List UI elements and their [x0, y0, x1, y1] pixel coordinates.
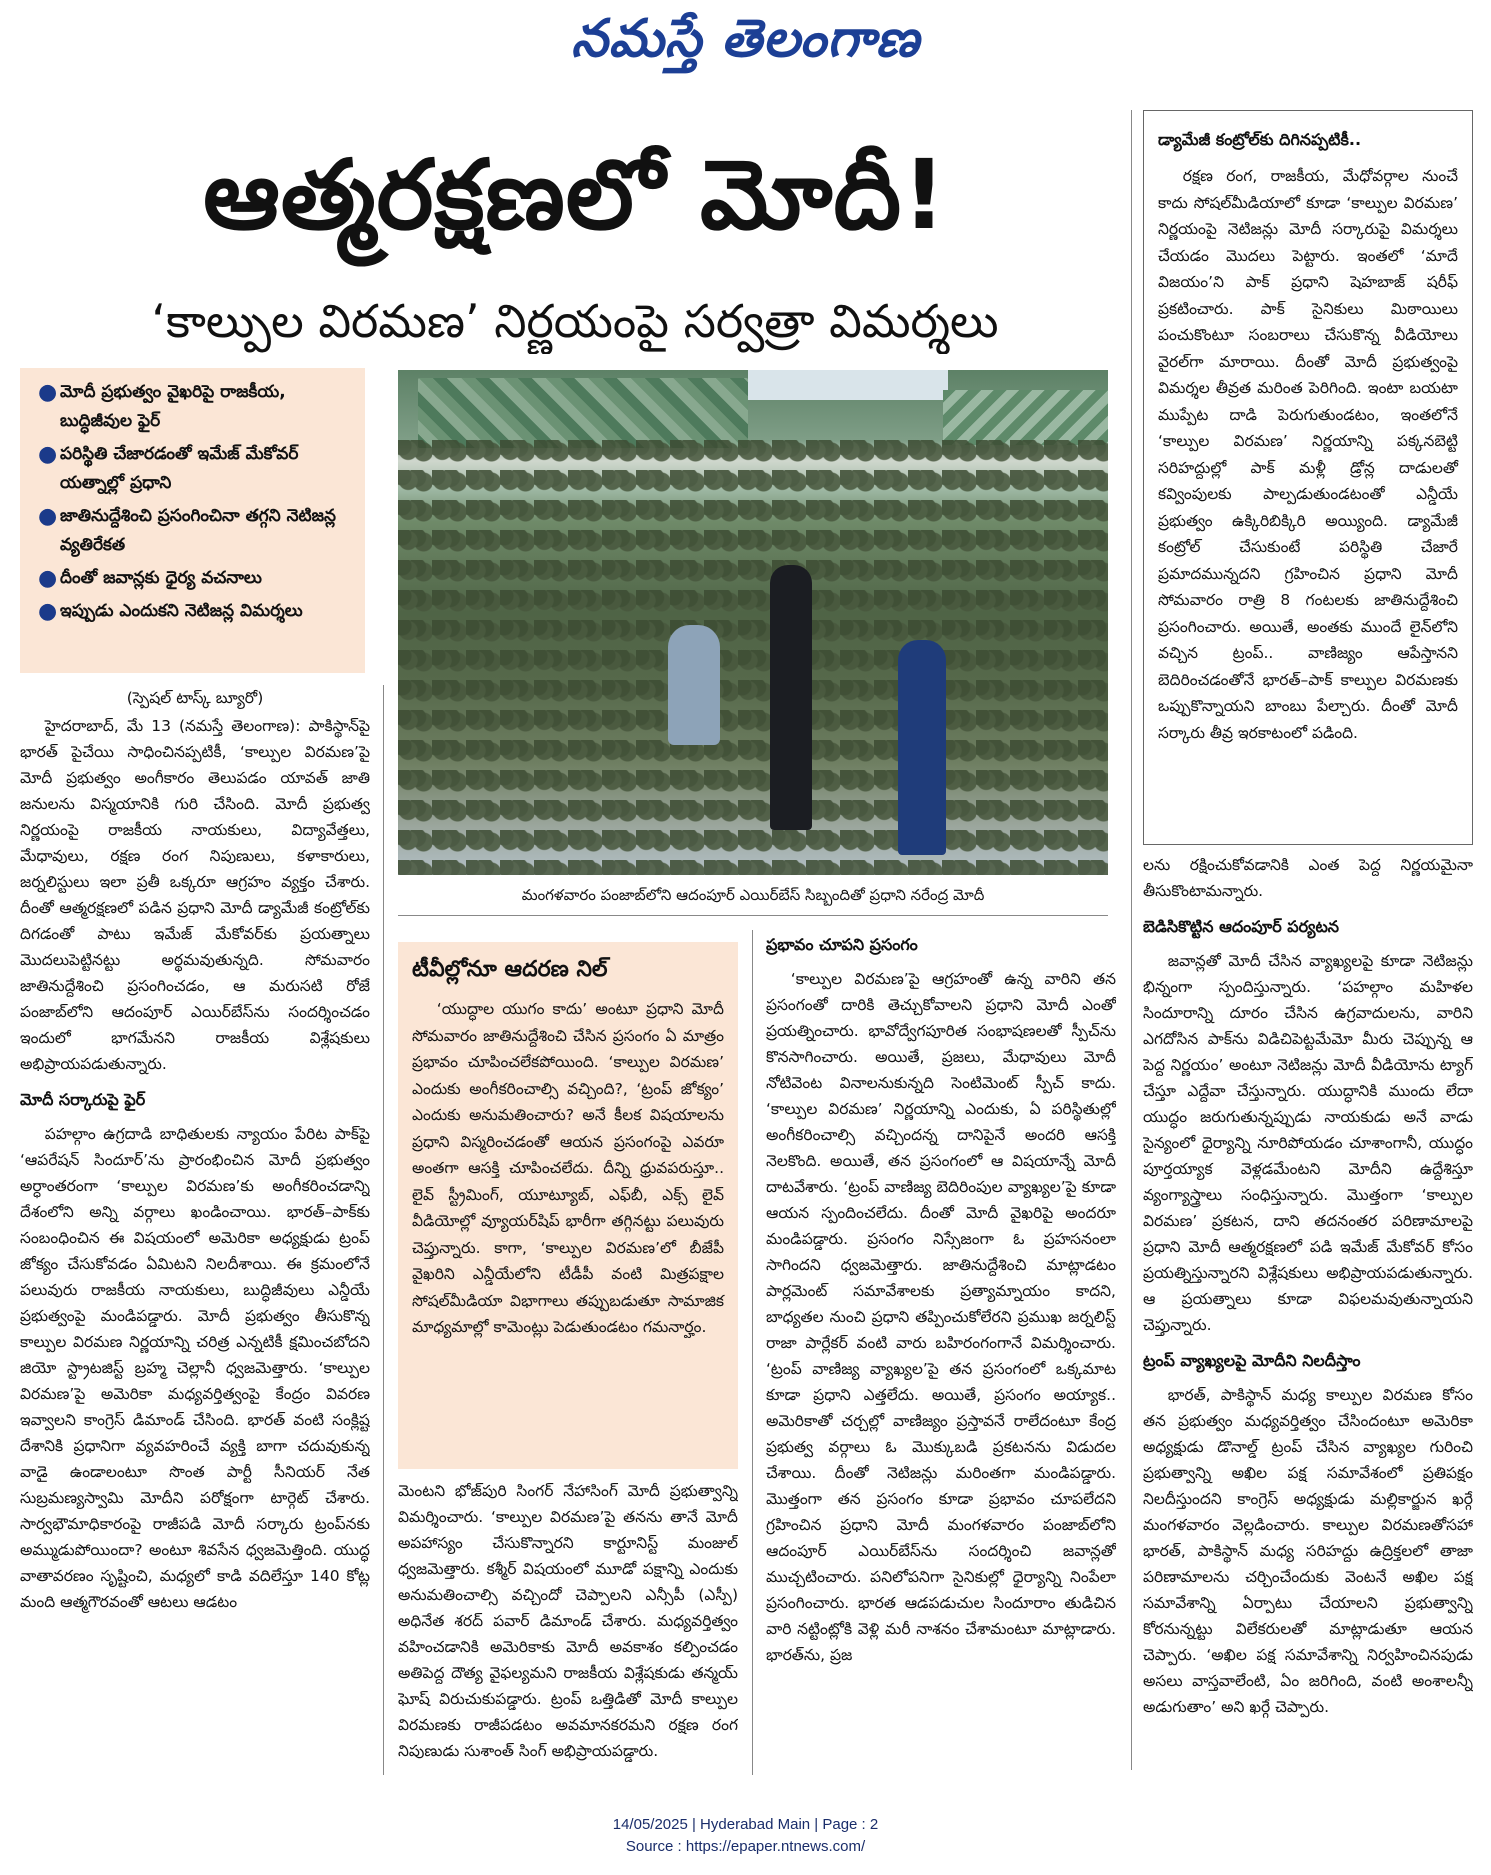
photo-crowd [398, 440, 1108, 875]
highlight-item: ● ఇప్పుడు ఎందుకని నెటిజన్ల విమర్శలు [38, 599, 303, 624]
section-heading: ప్రభావం చూపని ప్రసంగం [766, 935, 918, 954]
column-1 [20, 685, 370, 1775]
highlight-item: ● జాతినుద్దేశించి ప్రసంగించినా తగ్గని నెటిజన్ల వ్యతిరేకత [38, 504, 336, 555]
article-paragraph: లను రక్షించుకోవడానికి ఎంత పెద్ద నిర్ణయమైనా తీసుకొంటామన్నారు. [1143, 856, 1473, 900]
column-2-lower [398, 1478, 738, 1778]
footer-source[interactable]: Source : https://epaper.ntnews.com/ [625, 1838, 866, 1855]
article-paragraph: జవాన్లతో మోదీ చేసిన వ్యాఖ్యలపై కూడా నెటిజన్లు భిన్నంగా స్పందిస్తున్నారు. ‘పహల్గాం మహిళల సిందూరాన్ని దూరం చేసిన ఉగ్రవాదులను, వారిని ఎగదోసిన పాక్‌ను విడిచిపెట్టమేమో మీరు చెప్పున్న ఆ పెద్ద నిర్ణయం’ అంటూ నెటిజన్లు మోదీ వీడియోను ట్యాగ్ చేస్తూ ఎద్దేవా చేస్తున్నారు. యుద్ధానికి ముందు లేదా యుద్ధం జరుగుతున్నప్పుడు నాయకుడు అనే వాడు సైన్యంలో ధైర్యాన్ని నూరిపోయడం చూశాంగానీ, యుద్ధం పూర్తయ్యాక వెళ్లడమేంటని మోదీని ఉద్దేశిస్తూ వ్యంగ్యాస్త్రాలు సంధిస్తున్నారు. మొత్తంగా ‘కాల్పుల విరమణ’ ప్రకటన, దాని తదనంతర పరిణామాలపై ప్రధాని మోదీ ఆత్మరక్షణలో పడి ఇమేజ్ మేకోవర్ కోసం ప్రయత్నిస్తున్నారని విశ్లేషకులు అభిప్రాయపడుతున్నారు. ఆ ప్రయత్నాలు కూడా విఫలమవుతున్నాయని చెప్తున్నారు. [1143, 952, 1473, 1334]
section-heading: ట్రంప్ వ్యాఖ్యలపై మోదీని నిలదీస్తాం [1143, 1351, 1361, 1370]
caption-rule [398, 915, 1108, 916]
sub-headline: ‘కాల్పుల విరమణ’ నిర్ణయంపై సర్వత్రా విమర్శలు [151, 294, 999, 348]
photo-sky [748, 370, 948, 400]
section-heading: మోదీ సర్కారుపై ఫైర్ [20, 1090, 146, 1109]
article-paragraph: మెంటని భోజ్‌పురి సింగర్ నేహాసింగ్ మోదీ ప్రభుత్వాన్ని విమర్శించారు. ‘కాల్పుల విరమణ’పై తనను తానే మోదీ అపహాస్యం చేసుకొన్నారని కార్టూనిస్ట్ మంజుల్ ధ్వజమెత్తారు. కశ్మీర్ విషయంలో మూడో పక్షాన్ని ఎందుకు అనుమతించాల్సి వచ్చిందో చెప్పాలని ఎన్సీపీ (ఎస్పీ) అధినేత శరద్ పవార్ డిమాండ్ చేశారు. మధ్యవర్తిత్వం వహించడానికి అమెరికాకు మోదీ అవకాశం కల్పించడం అతిపెద్ద దౌత్య వైఫల్యమని రాజకీయ విశ్లేషకుడు తన్మయ్ ఘోష్ విరుచుకుపడ్డారు. ట్రంప్ ఒత్తిడితో మోదీ కాల్పుల విరమణకు రాజీపడటం అవమానకరమని రక్షణ రంగ నిపుణుడు సుశాంత్ సింగ్ అభిప్రాయపడ్డారు. [398, 1482, 738, 1760]
photo-figure [898, 640, 946, 855]
article-paragraph: పహల్గాం ఉగ్రదాడి బాధితులకు న్యాయం పేరిట పాక్‌పై ‘ఆపరేషన్ సిందూర్’ను ప్రారంభించిన మోదీ ప్రభుత్వం అర్ధాంతరంగా ‘కాల్పుల విరమణ’కు అంగీకరించడాన్ని దేశంలోని అన్ని వర్గాలు ఖండించాయి. భారత్–పాక్‌కు సంబంధించిన ఈ విషయంలో అమెరికా అధ్యక్షుడు ట్రంప్ జోక్యం చేసుకోవడం ఏమిటని నిలదీశాయి. ఈ క్రమంలోనే పలువురు రాజకీయ నాయకులు, బుద్ధిజీవులు ఎన్డీయే ప్రభుత్వంపై మండిపడ్డారు. మోదీ ప్రభుత్వం తీసుకొన్న కాల్పుల విరమణ నిర్ణయాన్ని చరిత్ర ఎన్నటికీ క్షమించబోదని జియో స్ట్రాటజిస్ట్ బ్రహ్మ చెల్లానీ ధ్వజమెత్తారు. ‘కాల్పుల విరమణ’పై అమెరికా మధ్యవర్తిత్వంపై కేంద్రం వివరణ ఇవ్వాలని కాంగ్రెస్ డిమాండ్ చేసింది. భారత్ వంటి సంక్లిష్ట దేశానికి ప్రధానిగా వ్యవహరించే వ్యక్తి బాగా చదువుకున్న వాడై ఉండాలంటూ సొంత పార్టీ సీనియర్ నేత సుబ్రమణ్యస్వామి మోదీని పరోక్షంగా టార్గెట్ చేశారు. సార్వభౌమాధికారంపై రాజీపడి మోదీ సర్కారు ట్రంప్‌నకు అమ్ముడుపోయిందా? అంటూ శివసేన ధ్వజమెత్తింది. యుద్ధ వాతావరణం సృష్టించి, మధ్యలో కాడి వదిలేస్తూ 140 కోట్ల మంది ఆత్మగౌరవంతో ఆటలు ఆడటం [20, 1125, 370, 1611]
footer-date-edition: 14/05/2025 | Hyderabad Main | Page : 2 [612, 1816, 879, 1833]
highlights-box [20, 368, 365, 673]
photo-figure [770, 565, 812, 830]
news-photo [398, 370, 1108, 875]
box-heading: డ్యామేజీ కంట్రోల్‌కు దిగినప్పటికీ.. [1158, 130, 1362, 149]
column-3 [766, 930, 1116, 1778]
byline: (స్పెషల్ టాస్క్ బ్యూరో) [126, 689, 264, 707]
section-heading: బెడిసికొట్టిన ఆదంపూర్ పర్యటన [1143, 917, 1340, 936]
photo-camouflage-tent [418, 378, 748, 448]
article-paragraph: ‘కాల్పుల విరమణ’పై ఆగ్రహంతో ఉన్న వారిని తన ప్రసంగంతో దారికి తెచ్చుకోవాలని ప్రధాని మోదీ ఎంతో ప్రయత్నించారు. భావోద్వేగపూరిత సంభాషణలతో స్పీచ్‌ను కొనసాగించారు. అయితే, ప్రజలు, మేధావులు మోదీ నోటివెంట వినాలనుకున్నది సెంటిమెంట్ స్పీచ్ కాదు. ‘కాల్పుల విరమణ’ నిర్ణయాన్ని ఎందుకు, ఏ పరిస్థితుల్లో అంగీకరించాల్సి వచ్చిందన్న దానిపైనే అందరి ఆసక్తి నెలకొంది. అయితే, తన ప్రసంగంలో ఆ విషయాన్నే మోదీ దాటవేశారు. ‘ట్రంప్ వాణిజ్య బెదిరింపుల వ్యాఖ్యల’పై కూడా ఆయన స్పందించలేదు. దీంతో మోదీ వైఖరిపై అందరూ మండిపడ్డారు. ప్రసంగం నిస్సేజంగా ఓ ప్రహసనంలా సాగిందని ధ్వజమెత్తారు. జాతినుద్దేశించి మాట్లాడటం పార్లమెంట్ సమావేశాలకు ప్రత్యామ్నాయం కాదని, బాధ్యతల నుంచి ప్రధాని తప్పించుకోలేరని ప్రముఖ జర్నలిస్ట్ రాజా పార్లేకర్ వంటి వారు బహిరంగంగానే విమర్శించారు. ‘ట్రంప్ వాణిజ్య వ్యాఖ్యల’పై తన ప్రసంగంలో ఒక్కమాట కూడా ప్రధాని ఎత్తలేదు. అయితే, ప్రసంగం అయ్యాక.. అమెరికాతో చర్చల్లో వాణిజ్యం ప్రస్తావనే రాలేదంటూ కేంద్ర ప్రభుత్వ వర్గాలు ఓ మొక్కుబడి ప్రకటనను విడుదల చేశాయి. దీంతో నెటిజన్లు మరింతగా మండిపడ్డారు. మొత్తంగా తన ప్రసంగం కూడా ప్రభావం చూపలేదని గ్రహించిన ప్రధాని మోదీ మంగళవారం పంజాబ్‌లోని ఆదంపూర్ ఎయిర్‌బేస్‌ను సందర్శించి జవాన్లతో ముచ్చటించారు. పనిలోపనిగా సైనికుల్లో ధైర్యాన్ని నింపేలా ప్రసంగించారు. భారత ఆడపడుచుల సిందూరాం తుడిచిన వారి నట్టింట్లోకి వెళ్లి మరీ నాశనం చేశామంటూ మాట్లాడారు. భారత్‌ను, ప్రజ [766, 970, 1116, 1664]
bullet-icon: ● [38, 442, 58, 467]
box-body: రక్షణ రంగ, రాజకీయ, మేధోవర్గాల నుంచే కాదు సోషల్‌మీడియాలో కూడా ‘కాల్పుల విరమణ’ నిర్ణయంపై నెటిజన్లు మోదీ సర్కారుపై విమర్శలు చేయడం మొదలు పెట్టారు. ఇంతలో ‘మాదే విజయం’ని పాక్ ప్రధాని షెహబాజ్ షరీఫ్ ప్రకటించారు. పాక్ సైనికులు మిఠాయిలు పంచుకొంటూ సంబరాలు చేసుకొన్న వీడియోలు వైరల్‌గా మారాయి. దీంతో మోదీ ప్రభుత్వంపై విమర్శల తీవ్రత మరింత పెరిగింది. ఇంటా బయటా ముప్పేట దాడి పెరుగుతుండటం, ఇంతలోనే ‘కాల్పుల విరమణ’ నిర్ణయాన్ని పక్కనబెట్టి సరిహద్దుల్లో పాక్ మళ్లీ డ్రోన్ల దాడులతో కవ్వింపులకు పాల్పడుతుండటంతో ఎన్డీయే ప్రభుత్వం ఉక్కిరిబిక్కిరి అయ్యింది. డ్యామేజీ కంట్రోల్ చేసుకుంటే పరిస్థితి చేజారే ప్రమాదమున్నదని గ్రహించిన ప్రధాని మోదీ సోమవారం రాత్రి 8 గంటలకు జాతినుద్దేశించి ప్రసంగించారు. అయితే, అంతకు ముందే లైన్‌లోని వచ్చిన ట్రంప్.. వాణిజ్యం ఆపేస్తానని బెదిరించడంతోనే భారత్–పాక్ కాల్పుల విరమణకు ఒప్పుకొన్నాయని బాంబు పేల్చారు. దీంతో మోదీ సర్కారు తీవ్ర ఇరకాటంలో పడింది. [1158, 167, 1458, 742]
photo-hangar [943, 390, 1108, 445]
column-divider [383, 685, 384, 1775]
bullet-icon: ● [38, 380, 58, 405]
bullet-icon: ● [38, 599, 58, 624]
photo-figure [668, 625, 720, 745]
highlight-item: ● పరిస్థితి చేజారడంతో ఇమేజ్ మేకోవర్ యత్నాల్లో ప్రధాని [38, 442, 299, 493]
main-headline: ఆత్మరక్షణలో మోదీ! [203, 139, 947, 251]
bullet-icon: ● [38, 504, 58, 529]
tv-box-body: ‘యుద్ధాల యుగం కాదు’ అంటూ ప్రధాని మోదీ సోమవారం జాతినుద్దేశించి చేసిన ప్రసంగం ఏ మాత్రం ప్రభావం చూపించలేకపోయింది. ‘కాల్పుల విరమణ’ ఎందుకు అంగీకరించాల్సి వచ్చింది?, ‘ట్రంప్ జోక్యం’ ఎందుకు అనుమతించారు? అనే కీలక విషయాలను ప్రధాని విస్మరించడంతో ఆయన ప్రసంగంపై ఎవరూ అంతగా ఆసక్తి చూపించలేదు. దీన్ని ధ్రువపరుస్తూ.. లైవ్ స్ట్రీమింగ్, యూట్యూబ్, ఎఫ్‌బీ, ఎక్స్ లైవ్ వీడియోల్లో వ్యూయర్‌షిప్ భారీగా తగ్గినట్టు పలువురు చెప్తున్నారు. కాగా, ‘కాల్పుల విరమణ’లో బీజేపీ వైఖరిని ఎన్డీయేలోని టీడీపీ వంటి మిత్రపక్షాల సోషల్‌మీడియా విభాగాలు తప్పుబడుతూ సామాజిక మాధ్యమాల్లో కామెంట్లు పెడుతుండటం గమనార్హం. [412, 1000, 724, 1336]
article-paragraph: హైదరాబాద్, మే 13 (నమస్తే తెలంగాణ): పాకిస్థాన్‌పై భారత్ పైచేయి సాధించినప్పటికీ, ‘కాల్పుల విరమణ’పై మోదీ ప్రభుత్వం అంగీకారం తెలుపడం యావత్ జాతి జనులను విస్మయానికి గురి చేసింది. మోదీ ప్రభుత్వ నిర్ణయంపై రాజకీయ నాయకులు, విద్యావేత్తలు, మేధావులు, రక్షణ రంగ నిపుణులు, కళాకారులు, జర్నలిస్టులు ఇలా ప్రతీ ఒక్కరూ ఆగ్రహం వ్యక్తం చేశారు. దీంతో ఆత్మరక్షణలో పడిన ప్రధాని మోదీ డ్యామేజీ కంట్రోల్‌కు దిగడంతో పాటు ఇమేజ్ మేకోవర్‌కు ప్రయత్నాలు మొదలుపెట్టినట్టు అర్థమవుతున్నది. సోమవారం జాతినుద్దేశించి ప్రసంగించడం, ఆ మరుసటి రోజే పంజాబ్‌లోని ఆదంపూర్ ఎయిర్‌బేస్‌ను సందర్శించడం ఇందులో భాగమేనని రాజకీయ విశ్లేషకులు అభిప్రాయపడుతున్నారు. [20, 717, 370, 1073]
masthead-logo-text: నమస్తే తెలంగాణ [571, 8, 920, 69]
tv-sidebar-box [398, 942, 738, 1469]
photo-caption: మంగళవారం పంజాబ్‌లోని ఆదంపూర్ ఎయిర్‌బేస్ సిబ్బందితో ప్రధాని నరేంద్ర మోదీ [521, 886, 985, 904]
column-4 [1143, 852, 1473, 1777]
damage-control-box [1143, 110, 1473, 845]
tv-box-title: టీవీల్లోనూ ఆదరణ నిల్ [412, 957, 608, 982]
page-footer [0, 1814, 1491, 1858]
highlight-item: ● దీంతో జవాన్లకు ధైర్య వచనాలు [38, 566, 262, 591]
highlight-item: ● మోదీ ప్రభుత్వం వైఖరిపై రాజకీయ, బుద్ధిజీవుల ఫైర్ [38, 380, 286, 431]
column-divider [752, 930, 753, 1775]
masthead [0, 8, 1491, 78]
article-paragraph: భారత్, పాకిస్థాన్ మధ్య కాల్పుల విరమణ కోసం తన ప్రభుత్వం మధ్యవర్తిత్వం చేసిందంటూ అమెరికా అధ్యక్షుడు డొనాల్డ్ ట్రంప్ చేసిన వ్యాఖ్యల గురించి ప్రభుత్వాన్ని అఖిల పక్ష సమావేశంలో ప్రతిపక్షం నిలదీస్తుందని కాంగ్రెస్ అధ్యక్షుడు మల్లికార్జున ఖర్గే మంగళవారం వెల్లడించారు. కాల్పుల విరమణతోసహా భారత్, పాకిస్థాన్ మధ్య సరిహద్దు ఉద్రిక్తలలో తాజా పరిణామాలను చర్చించేందుకు వెంటనే అఖిల పక్ష సమావేశాన్ని ఏర్పాటు చేయాలని ప్రభుత్వాన్ని కోరనున్నట్టు విలేకరులతో మాట్లాడుతూ ఆయన చెప్పారు. ‘అఖిల పక్ష సమావేశాన్ని నిర్వహించినపుడు అసలు వాస్తవాలేంటి, ఏం జరిగింది, వంటి అంశాలన్నీ అడుగుతాం’ అని ఖర్గే చెప్పారు. [1143, 1386, 1473, 1716]
column-divider [1131, 110, 1132, 1770]
bullet-icon: ● [38, 566, 58, 591]
